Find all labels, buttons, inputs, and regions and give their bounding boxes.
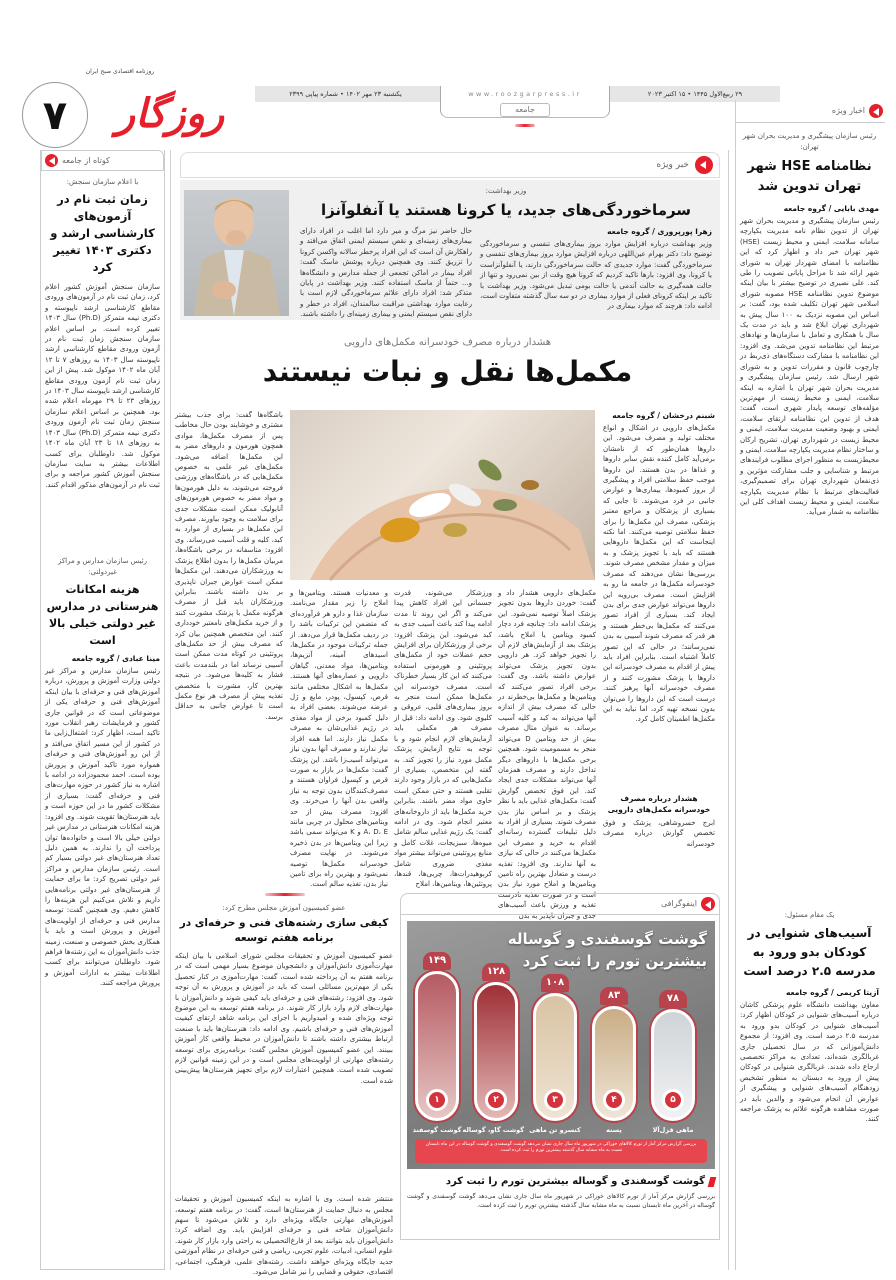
main-col-2 xyxy=(498,588,596,920)
pill-value: ۸۳ xyxy=(600,987,628,1005)
main-col-5 xyxy=(175,410,283,868)
infographic-box xyxy=(400,915,720,1240)
caption-body: بررسی گزارش مرکز آمار از تورم کالاهای خوراکی در شهریور ماه سال جاری نشان می‌دهد گوشت گوسفندی و گوشت گوساله در آخرین ماه تابستان نسبت به ماه مشابه سال گذشته بیشترین تورم را ثبت کرده است. xyxy=(407,1193,715,1209)
main-body: مکمل‌های دارویی در اشکال و انواع مختلف تولید و مصرف می‌شود. این داروها همان‌طور که از نامشان برمی‌آید کامل کننده نقش سایر داروها و غذاها در بدن هستند. این داروها موجب حفظ سلامتی افراد و پیشگیری از بروز کمبودها، بیماری‌ها و عوارض جانبی در فرد می‌شوند. تا جایی که بسیاری از پزشکان و مراجع معتبر پزشکی، مصرف این مکمل‌ها را برای حفظ سلامتی توصیه می‌کنند. اما نکته اینجاست که این مکمل‌ها داروهایی هستند که باید با تجویز پزشک و به میزان و مقدار مشخص مصرف شوند. بررسی‌ها نشان می‌دهند که مصرف خودسرانه مکمل‌ها در جامعه ما رو به افزایش است. مصرف بی‌رویه این داروها می‌تواند عوارض جدی برای بدن ایجاد کند. بسیاری از افراد تصور می‌کنند که مکمل‌ها بی‌خطر هستند و هر قدر که مصرف شوند آسیبی به بدن نمی‌رسانند؛ در حالی که این تصور کاملاً اشتباه است. بنابراین افراد باید پیش از اقدام به مصرف خودسرانه این داروها با پزشک مشورت کنند و از مصرف خودسرانه آنها پرهیز کنند. درست است که این داروها را می‌توان بدون نسخه تهیه کرد، اما نباید به این مکمل‌ها اطمینان کامل کرد. xyxy=(603,424,715,724)
section-marker-icon xyxy=(695,156,713,174)
main-headline[interactable]: مکمل‌ها نقل و نبات نیستند xyxy=(262,355,633,388)
page-number: ۷ xyxy=(22,82,88,148)
section-label: اینفوگرافی xyxy=(661,899,697,908)
pill-label: ماهی قزل‌آلا xyxy=(652,1126,694,1134)
article-byline: مینا عبادی / گروه جامعه xyxy=(71,654,160,663)
education-headline[interactable]: کیفی سازی رشته‌های فنی و حرفه‌ای در برنامه هفتم توسعه xyxy=(179,917,389,944)
section-marker-icon xyxy=(869,104,883,118)
article-headline[interactable]: آسیب‌های شنوایی در کودکان بدو ورود به مدرسه ۲.۵ درصد است xyxy=(743,926,876,978)
featured-header xyxy=(180,152,720,178)
article-headline[interactable]: زمان ثبت نام در آزمون‌های کارشناسی ارشد و دکتری ۱۴۰۳ تغییر کرد xyxy=(50,192,155,274)
main-col-1 xyxy=(603,410,715,849)
education-body: منتشر شده است. وی با اشاره به اینکه کمیسیون آموزش و تحقیقات مجلس به دنبال حمایت از هنرستان‌ها است، گفت: در برنامه هفتم توسعه، آموزش‌های مهارتی جایگاه ویژه‌ای دارد و تلاش می‌شود تا سهم دانش‌آموزان شاخه فنی و حرفه‌ای افزایش یابد. وی اضافه کرد: دانش‌آموزان باید بتوانند بعد از فارغ‌التحصیلی به راحتی وارد بازار کار شوند. علوم انسانی، ادبیات، علوم تجربی، ریاضی و فنی حرفه‌ای در نظام آموزشی جدید جایگاه ویژه‌ای خواهند داشت. رشته‌های علمی، فرهنگی، اجتماعی، اقتصادی، حقوقی و قضایی را نیز شامل می‌شود. xyxy=(175,1195,393,1277)
pill-label: گوشت گاو، گوساله xyxy=(462,1126,524,1134)
featured-headline[interactable]: سرماخوردگی‌های جدید، یا کرونا هستند یا آنفلوآنزا xyxy=(320,201,692,219)
featured-col-left xyxy=(300,226,472,319)
article-kicker: رئیس سازمان پیشگیری و مدیریت بحران شهر تهران: xyxy=(742,132,877,151)
article-kicker: یک مقام مسئول: xyxy=(784,911,835,919)
section-label: کوتاه از جامعه xyxy=(62,155,110,165)
pill-value: ۷۸ xyxy=(659,990,687,1008)
featured-byline: زهرا پورپروری / گروه جامعه xyxy=(607,227,712,236)
left-column xyxy=(40,150,165,1270)
education-body: عضو کمیسیون آموزش و تحقیقات مجلس شورای اسلامی با بیان اینکه مهارت‌آموزی دانش‌آموزان و دانشجویان موضوع بسیار مهمی است که در برنامه هفتم به آن پرداخته شده است، گفت: مهارت‌آموزی در کنار تحصیل یکی از مهم‌ترین مسائلی است که باید در آموزش و پرورش به آن توجه شود. وی افزود: رشته‌های فنی و حرفه‌ای باید کیفی شوند و دانش‌آموزان با مهارت‌های لازم وارد بازار کار شوند. در برنامه هفتم توسعه به این موضوع توجه ویژه‌ای شده و امیدواریم با اجرای این برنامه شاهد ارتقای کیفیت آموزش‌های فنی و حرفه‌ای باشیم. وی ادامه داد: هنرستان‌ها باید با صنعت ارتباط بیشتری داشته باشند تا دانش‌آموزان در محیط واقعی کار آموزش ببینند. این عضو کمیسیون آموزش مجلس گفت: برنامه‌ریزی برای توسعه رشته‌های مهارتی از اولویت‌های مجلس است و در این زمینه قوانین لازم تصویب شده است. همچنین اعتبارات لازم برای تجهیز هنرستان‌ها پیش‌بینی شده است. xyxy=(175,952,393,1085)
infographic-title-2: بیشترین تورم را ثبت کرد xyxy=(522,952,707,970)
article-kicker: رئیس سازمان مدارس و مراکز غیردولتی: xyxy=(57,557,148,576)
section-marker-icon xyxy=(45,154,58,167)
article-byline: مهدی بابایی / گروه جامعه xyxy=(783,204,879,213)
article-body: سازمان سنجش آموزش کشور اعلام کرد، زمان ثبت نام در آزمون‌های ورودی مقاطع کارشناسی ارشد ناپیوسته و دکتری نیمه متمرکز (Ph.D) سال ۱۴۰۳ تغییر کرده است. بر اساس اعلام سازمان سنجش زمان ثبت نام در آزمون ورودی مقاطع کارشناسی ارشد ناپیوسته سال ۱۴۰۳ به روزهای ۷ تا ۱۲ آبان ماه ۱۴۰۲ موکول شد. پیش از این زمان ثبت نام آزمون ورودی مقاطع کارشناسی ارشد ناپیوسته سال ۱۴۰۳ در روزهای ۲۳ تا ۲۹ مهرماه اعلام شده بود. همچنین بر اساس اعلام سازمان سنجش زمان ثبت نام آزمون ورودی دکتری نیمه متمرکز (Ph.D) سال ۱۴۰۳ به روزهای ۱۸ تا ۲۳ آبان ماه ۱۴۰۲ موکول شد. داوطلبان برای کسب اطلاعات بیشتر به سایت سازمان سنجش آموزش کشور مراجعه و برای ثبت نام در آزمون‌های مذکور اقدام کنند. xyxy=(45,283,161,489)
website-link[interactable]: www.roozgarpress.ir xyxy=(468,90,582,98)
right-column xyxy=(735,100,885,1270)
featured-photo-coughing-man xyxy=(184,190,289,316)
issue-info-text: یکشنبه ۲۳ مهر ۱۴۰۲ • شماره پیاپی ۲۳۹۹ xyxy=(289,90,402,98)
coughing-man-illustration xyxy=(184,190,289,316)
article-headline[interactable]: نظامنامه HSE شهر تهران تدوین شد xyxy=(747,159,872,194)
main-body: و معدنیات هستند. ویتامین‌ها و املاح را زیر مقدار می‌نامند. سازمان غذا و دارو هر فرآورده‌ای که متضمن این ترکیبات باشد را در ردیف مکمل‌ها قرار می‌دهد. از جمله ترکیبات موجود در مکمل‌ها، اسیدهای آمینه، آنزیم‌ها، ویتامین‌ها، مواد معدنی، گیاهان دارویی و عصاره‌های آنها هستند. مکمل‌ها به اشکال مختلفی مانند قرص، کپسول، پودر، مایع و ژل عرضه می‌شوند. بعضی افراد به دلیل کمبود برخی از مواد مغذی در رژیم غذایی‌شان به مصرف مکمل نیاز دارند. اما همه افراد نیاز ندارند و مصرف آنها بدون نیاز می‌تواند آسیب‌زا باشد. این پزشک گفت: مکمل‌ها در بازار به صورت قرص و کپسول فراوان هستند و مصرف‌کنندگان بدون توجه به نیاز واقعی بدن آنها را می‌خرند. وی افزود: مصرف بیش از حد ویتامین‌های محلول در چربی مانند A، D، E و K می‌تواند سمی باشد زیرا این ویتامین‌ها در بدن ذخیره می‌شوند. در نهایت مصرف خودسرانه مکمل‌ها توصیه نمی‌شود و بهترین راه برای تامین نیاز بدن، تغذیه سالم است. xyxy=(290,589,388,889)
newspaper-logo[interactable]: روزگار xyxy=(115,91,225,137)
pill-rank: ۳ xyxy=(544,1089,566,1111)
pill-label: گوشت گوسفند xyxy=(412,1126,462,1134)
featured-col-right xyxy=(480,226,712,312)
featured-body: وزیر بهداشت درباره افزایش موارد بروز بیماری‌های تنفسی و سرماخوردگی توضیح داد: دکتر بهرام عین‌اللهی درباره افزایش موارد بروز بیماری‌های تنفسی و سرماخوردگی گفت: موارد جدیدی که حالت سرماخوردگی دارند، یا آنفلوآنزاست یا کرونا، وی افزود: بارها تاکید کردیم که کرونا هیچ وقت از بین نمی‌رود و تنها از حالت همه‌گیری به حالت آندمی یا حالت بومی تبدیل می‌شود. وزیر بهداشت با تاکید بر اینکه کرونای فعلی از موارد بیماری در دو سه سال گذشته متفاوت است، ادامه داد: هرچند که موارد بیماری در xyxy=(480,240,712,311)
main-col-3 xyxy=(394,588,492,889)
caption-title xyxy=(407,1175,715,1189)
featured-body: حال حاضر نیز مرگ و میر دارد اما اغلب در افراد دارای بیماری‌های زمینه‌ای و نقص سیستم ایمنی اتفاق می‌افتد و راهکارش آن است که این افراد پرخطر سالانه واکسن کرونا را تزریق کنند. وی همچنین درباره پوشش ماسک گفت: افراد بیمار در اماکن تجمعی از جمله مدارس و دانشگاه‌ها و... حتماً از ماسک استفاده کنند. وزیر بهداشت در پایان متذکر شد: افراد دارای علائم سرماخوردگی لازم است با رعایت موارد بهداشتی مراقبت سالمندان، افراد در خطر و دارای نقص سیستم ایمنی و بیماری زمینه‌ای را داشته باشند. xyxy=(300,227,472,319)
section-header-brief xyxy=(41,150,164,171)
education-article xyxy=(175,903,393,1277)
featured-box xyxy=(180,180,720,320)
main-body: ورزشکار می‌شوند، قدرت جسمانی این افراد کاهش پیدا می‌کند و اگر این روند تا مدت ادامه پیدا کند باعث آسیب جدی به کبد می‌شود. این پزشک افزود: برخی از ورزشکاران برای افزایش حجم عضلات خود از مکمل‌های پروتئینی و هورمونی استفاده می‌کنند که این کار بسیار خطرناک است. مصرف خودسرانه این مکمل‌ها ممکن است منجر به بروز بیماری‌های قلبی، عروقی و کلیوی شود. وی ادامه داد: قبل از مصرف هر مکملی باید آزمایش‌های لازم انجام شود و با توجه به نتایج آزمایش، پزشک مکمل مورد نیاز را تجویز کند. به گفته این متخصص، بسیاری از مکمل‌هایی که در بازار وجود دارند تقلبی هستند و حتی ممکن است حاوی مواد مضر باشند. بنابراین خرید مکمل‌ها باید از داروخانه‌های معتبر انجام شود. وی در ادامه گفت: یک رژیم غذایی سالم شامل میوه‌ها، سبزیجات، غلات کامل و منابع پروتئینی می‌تواند بیشتر مواد مغذی ضروری شامل کربوهیدرات‌ها، چربی‌ها، قندها، پروتئین‌ها، ویتامین‌ها، املاح xyxy=(394,589,492,889)
dates-text: ۲۹ ربیع‌الاول ۱۴۴۵ • ۱۵ اکتبر ۲۰۲۳ xyxy=(647,90,743,98)
section-marker-icon xyxy=(701,897,715,911)
pill-value: ۱۰۸ xyxy=(541,974,569,992)
column-divider xyxy=(170,150,171,1270)
main-col-4 xyxy=(290,588,388,889)
pill-rank: ۱ xyxy=(426,1089,448,1111)
main-byline: شبنم درخشان / گروه جامعه xyxy=(612,411,715,420)
pill-value: ۱۴۹ xyxy=(423,952,451,970)
main-body: باشگاه‌ها گفت: برای جذب بیشتر مشتری و خوشایند بودن حال مخاطب پس از مصرف مکمل‌ها، موادی همچون هورمون و داروهای مضر به این مکمل‌ها اضافه می‌شود. مکمل‌های غیر علمی به خصوص مکمل‌هایی که در باشگاه‌های ورزشی فروخته می‌شوند، به دلیل هورمون‌ها و مواد مضر به خصوص هورمون‌های آنابولیک ممکن است مشکلات جدی برای سلامت به وجود بیاورند. مصرف این مکمل‌ها در بسیاری از موارد به کبد، کلیه و قلب آسیب می‌رساند. وی افزود: متاسفانه در برخی باشگاه‌ها، مربیان مکمل‌ها را بدون اطلاع پزشک به ورزشکاران می‌دهند. این مکمل‌ها ممکن است عوارض جبران ناپذیری بر بدن داشته باشند. بنابراین ورزشکاران باید قبل از مصرف هرگونه مکمل با پزشک مشورت کنند و از خرید مکمل‌های نامعتبر خودداری کنند. این متخصص همچنین بیان کرد که مصرف بیش از حد مکمل‌های پروتئینی در کوتاه مدت ممکن است آسیبی نرساند اما در بلندمدت باعث فشار به کلیه‌ها می‌شود. در نتیجه بهترین کار، مشورت با متخصص تغذیه پیش از مصرف هر نوع مکمل است تا عوارض جانبی به حداقل برسد. xyxy=(175,411,283,721)
article-byline: آزیتا کریمی / گروه جامعه xyxy=(786,988,879,997)
pill-label: کنسرو تن ماهی xyxy=(529,1126,581,1134)
infographic-footnote: بررسی گزارش مرکز آمار از تورم کالاهای خوراکی در شهریور ماه سال جاری نشان می‌دهد گوشت گوسفندی و گوشت گوساله در این ماه تابستان نسبت به ماه مشابه سال گذشته بیشترین تورم را ثبت کرده است. xyxy=(425,1142,697,1153)
infographic-panel xyxy=(407,921,715,1169)
section-label: خبر ویژه xyxy=(656,160,689,170)
pill-rank: ۵ xyxy=(662,1089,684,1111)
infographic-header xyxy=(400,893,720,915)
pill-value: ۱۲۸ xyxy=(482,963,510,981)
infographic-caption xyxy=(407,1175,715,1228)
article-headline[interactable]: هزینه امکانات هنرستانی در مدارس غیر دولتی خیلی بالا است xyxy=(46,583,159,647)
main-subhead: هشدار درباره مصرف خودسرانه مکمل‌های دارویی xyxy=(607,794,711,814)
caption-marker-icon xyxy=(708,1177,717,1187)
infographic-footnote-band xyxy=(415,1139,707,1163)
education-kicker: عضو کمیسیون آموزش مجلس مطرح کرد: xyxy=(222,904,346,912)
infographic-pills xyxy=(407,921,715,1169)
header-dot-divider xyxy=(515,124,535,127)
section-header-special-news xyxy=(736,100,885,123)
section-label: اخبار ویژه xyxy=(831,106,865,115)
pill-label: پسته xyxy=(606,1126,622,1134)
main-body: مکمل‌های دارویی هشدار داد و گفت: خوردن داروها بدون تجویز پزشک اصلاً توصیه نمی‌شود. این پزشک ادامه داد: چنانچه فرد دچار کمبود ویتامین یا املاح باشد، پزشک بعد از آزمایش‌های لازم آن را تجویز خواهد کرد. هر دارویی بدون تجویز پزشک می‌تواند عوارض داشته باشد. وی گفت: برخی افراد تصور می‌کنند که ویتامین‌ها و مکمل‌ها بی‌خطرند در حالی که مصرف بیش از اندازه آنها می‌تواند به کبد و کلیه آسیب برساند. به عنوان مثال مصرف بیش از حد ویتامین D می‌تواند منجر به مسمومیت شود. همچنین برخی مکمل‌ها با داروهای دیگر تداخل دارند و مصرف همزمان آنها می‌تواند مشکلات جدی ایجاد کند. این فوق تخصص گوارش گفت: مکمل‌های غذایی باید با نظر پزشک و بر اساس نیاز بدن مصرف شوند. بسیاری از افراد به دلیل تبلیغات گسترده رسانه‌ای اقدام به خرید و مصرف این مکمل‌ها می‌کنند در حالی که نیازی به آنها ندارند. وی افزود: تغذیه درست و متعادل بهترین راه تامین ویتامین‌ها و املاح مورد نیاز بدن است و در صورت تغذیه نادرست تغذیه و ورزش باعث آسیب‌های جدی و جبران ناپذیر به بدن xyxy=(498,589,596,920)
article-body: معاون بهداشت دانشگاه علوم پزشکی کاشان درباره آسیب‌های شنوایی در کودکان اظهار کرد: آسیب‌های شنوایی در کودکان بدو ورود به مدرسه ۲.۵ درصد است. وی افزود: از مجموع دانش‌آموزانی که در سال تحصیلی جاری غربالگری شده‌اند، تعدادی به مراکز تخصصی ارجاع داده شدند. غربالگری شنوایی در کودکان پیش از ورود به دبستان به منظور تشخیص زودهنگام آسیب‌های شنوایی و پیشگیری از عوارض آن انجام می‌شود و والدین باید در صورت مشاهده هرگونه علائم به پزشک مراجعه کنند. xyxy=(740,1001,879,1124)
article-body: رئیس سازمان مدارس و مراکز غیر دولتی وزارت آموزش و پرورش، درباره آموزش‌های فنی و حرفه‌ای با بیان اینکه آموزش‌های فنی و حرفه‌ای یکی از موضوعاتی است که در قوانین جاری کشور و فرمایشات رهبر انقلاب مورد تاکید است، اظهار کرد: اشتغال‌زایی ما در کشور از این مسیر اتفاق می‌افتد و از این رو آموزش‌های فنی و حرفه‌ای همواره مورد تاکید آموزش و پرورش بوده است. احمد محمودزاده در ادامه با اشاره به نیاز کشور در حوزه مهارت‌های فنی و حرفه‌ای گفت: بسیاری از مشکلات کشور ما در این حوزه است و باید هنرستان‌ها تقویت شوند. وی افزود: هزینه امکانات هنرستانی در مدارس غیر دولتی خیلی بالا است و خانواده‌ها توان پرداخت آن را ندارند. به همین دلیل تعداد هنرستان‌های غیر دولتی بسیار کم است. رئیس سازمان مدارس و مراکز غیر دولتی تصریح کرد: ما برای حمایت از هنرستان‌های غیر دولتی برنامه‌هایی داریم و تلاش می‌کنیم این هزینه‌ها را کاهش دهیم. وی همچنین گفت: توسعه مدارس فنی و حرفه‌ای از اولویت‌های آموزش و پرورش است و باید با همکاری بخش خصوصی و صنعت، زمینه جذب دانش‌آموزان به این رشته‌ها فراهم شود. داوطلبان می‌توانند برای کسب اطلاعات بیشتر به ادارات آموزش و پرورش مراجعه کنند. xyxy=(45,667,160,988)
article-body: رئیس سازمان پیشگیری و مدیریت بحران شهر تهران از تدوین نظام نامه مدیریت یکپارچه سامانه سلامت، ایمنی و محیط زیست (HSE) شهر تهران خبر داد و اظهار کرد که این نظامنامه با امضای شهردار تهران به شورای شهر ارائه شد تا مراحل پایانی تصویب را طی کند. علی نصیری در توضیح بیشتر با بیان اینکه موضوع تدوین نظامنامه HSE مصوبه شورای اسلامی شهر تهران تکلیف شده بود، گفت: بر اساس این مصوبه نزدیک به ۱۰۰ سال پیش به شهرداری تهران ابلاغ شد و باید در مدت یک سال با همکاری و تعامل با سازمان‌ها و نهادهای مرتبط این نظامنامه تدوین می‌شد. وی افزود: این نظامنامه با مشارکت دستگاه‌های ذی‌ربط در چارچوب قانون و مقررات تدوین و به شورای شهر ارسال شد. رئیس سازمان پیشگیری و مدیریت بحران شهر تهران با اشاره به اینکه سلامت، ایمنی و محیط زیست از مهم‌ترین مؤلفه‌های توسعه پایدار شهری است، گفت: هدف از تدوین این نظامنامه ارتقای سلامت، ایمنی و بهبود وضعیت مدیریت سلامت، ایمنی و محیط زیست در شهرداری تهران، تشریح ارکان و ساختار نظام مدیریت یکپارچه سلامت، ایمنی و محیط‌زیست به منظور اجرای مطلوب فرایندهای مرتبط و شناسایی و جلب مشارکت مؤثرین و ذی‌نفعان شهرداری تهران برای تصمیم‌گیری، فعالیت‌های مرتبط با نظام مدیریت یکپارچه سلامت، ایمنی و محیط زیست اهداف کلی این نظامنامه به شمار می‌آید. xyxy=(740,217,879,517)
featured-kicker: وزیر بهداشت: xyxy=(485,187,527,195)
caption-title-text: گوشت گوسفندی و گوساله بیشترین تورم را ثبت کرد xyxy=(445,1176,705,1187)
column-divider xyxy=(728,150,729,1270)
pills-photo xyxy=(290,410,595,580)
pill-rank: ۴ xyxy=(603,1089,625,1111)
article-kicker: با اعلام سازمان سنجش: xyxy=(66,178,139,186)
masthead-tagline: روزنامه اقتصادی صبح ایران xyxy=(85,68,155,75)
main-body: ابرج خسروشاهی، پزشک و فوق تخصص گوارش درباره مصرف خودسرانه xyxy=(603,819,715,848)
infographic-title-1: گوشت گوسفندی و گوساله xyxy=(507,930,707,948)
pill-rank: ۲ xyxy=(485,1089,507,1111)
education-divider-dots xyxy=(265,893,305,896)
hand-with-pills-illustration xyxy=(290,410,595,580)
section-title: جامعه xyxy=(500,103,550,117)
main-kicker: هشدار درباره مصرف خودسرانه مکمل‌های دارویی xyxy=(343,337,552,348)
